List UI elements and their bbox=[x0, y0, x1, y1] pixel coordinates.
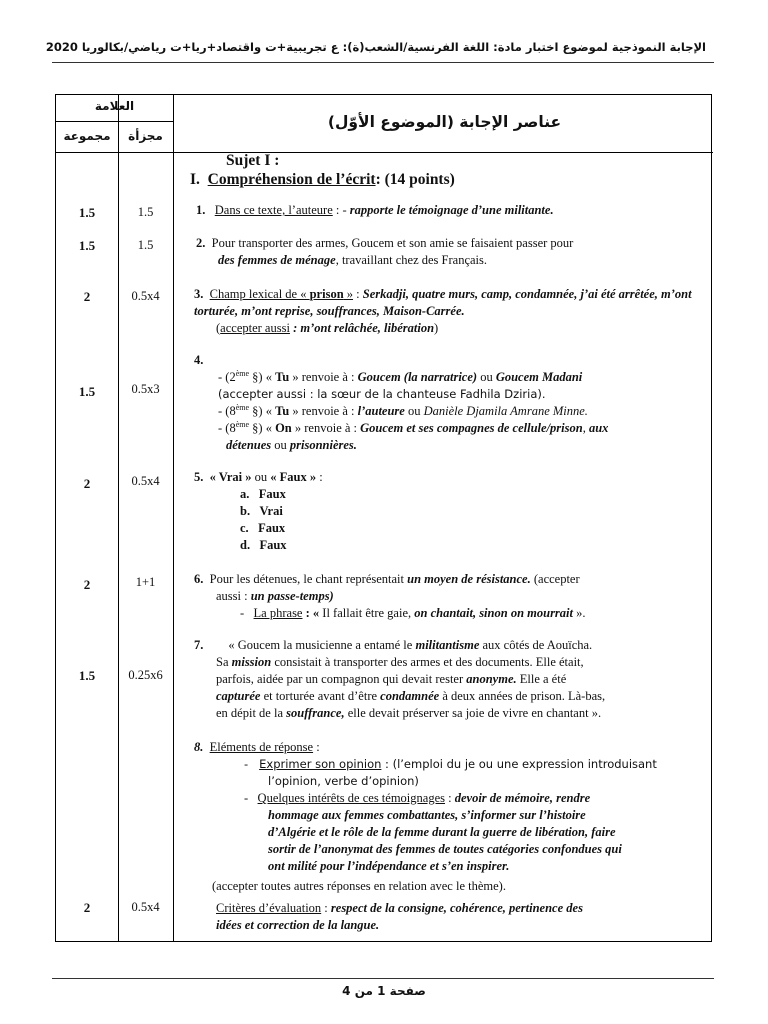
section-title bbox=[190, 171, 455, 189]
section-name: Compréhension de l’écrit bbox=[207, 171, 376, 188]
question-8: 8. Eléments de réponse : - Exprimer son opinion : (l’emploi du je ou une expression introduisant l’opinion, verbe d’opinion) - Quelques intérêts de ces témoignages : devoir de mémoire, rendre hommage aux femmes combattantes, s’informer sur l’histoire d’Algérie et le rôle de la femme durant la guerre de libération, faire sortir de l’anonymat des femmes de toutes catégories confondues qui ont milité pour l’indépendance et s’en inspirer. (accepter toutes autres réponses en relation avec le thème). Critères d’évaluation : respect de la consigne, cohérence, pertinence des idées et correction de la langue. bbox=[194, 740, 657, 932]
header-row-divider bbox=[56, 152, 713, 153]
question-2: 2. Pour transporter des armes, Goucem et son amie se faisaient passer pour des femmes de ménage, travaillant chez des Français. bbox=[196, 236, 574, 267]
mark-partial: 1.5 bbox=[137, 205, 154, 219]
header-row-divider bbox=[56, 121, 173, 122]
mark-total: 1.5 bbox=[78, 668, 96, 683]
mark-header: العلامة bbox=[94, 99, 135, 113]
mark-total: 1.5 bbox=[78, 238, 96, 253]
question-6: 6. Pour les détenues, le chant représentait un moyen de résistance. (accepter aussi : un passe-temps) - La phrase : « Il fallait être gaie, on chantait, sinon on mourrait ». bbox=[194, 572, 586, 620]
mark-total: 2 bbox=[83, 900, 91, 915]
mark-partial: 1+1 bbox=[135, 575, 156, 589]
footer-divider bbox=[52, 978, 714, 979]
question-1: 1. Dans ce texte, l’auteure : - rapporte le témoignage d’une militante. bbox=[196, 203, 554, 217]
answer-value: Faux bbox=[259, 538, 287, 552]
section-points: : (14 points) bbox=[375, 171, 455, 188]
header-divider bbox=[52, 62, 714, 63]
page-header: الإجابة النموذجية لموضوع اختبار مادة: اللغة الفرنسية/الشعب(ة): ع تجريبية+ت واقتصاد+ريا+ت رياضي/بكالوريا 2020 bbox=[45, 40, 706, 54]
mark-total: 2 bbox=[83, 476, 91, 491]
column-divider bbox=[118, 95, 119, 941]
answer-value: Faux bbox=[258, 521, 286, 535]
section-roman: I. bbox=[190, 171, 200, 188]
mark-partial: 0.5x4 bbox=[131, 900, 160, 914]
mark-partial: 1.5 bbox=[137, 238, 154, 252]
subject-title: Sujet I : bbox=[226, 152, 280, 169]
question-3: 3. Champ lexical de « prison » : Serkadji, quatre murs, camp, condamnée, j’ai été arrêtée, m’ont torturée, m’ont reprise, souffrances, Maison-Carrée. (accepter aussi : m’ont relâchée, libération) bbox=[194, 287, 692, 335]
mark-partial: 0.5x4 bbox=[131, 289, 160, 303]
question-number: 1. bbox=[196, 203, 206, 217]
partial-header: مجزأة bbox=[128, 129, 163, 143]
column-divider bbox=[173, 95, 174, 941]
mark-total: 2 bbox=[83, 577, 91, 592]
answer-table bbox=[55, 94, 712, 942]
page-number: صفحة 1 من 4 bbox=[342, 984, 426, 998]
mark-partial: 0.5x4 bbox=[131, 474, 160, 488]
mark-total: 2 bbox=[83, 289, 91, 304]
total-header: مجموعة bbox=[63, 129, 111, 143]
answer-value: Vrai bbox=[259, 504, 283, 518]
question-5: 5. « Vrai » ou « Faux » : a. Faux b. Vrai c. Faux d. Faux bbox=[194, 470, 323, 552]
question-7: 7. « Goucem la musicienne a entamé le militantisme aux côtés de Aouïcha. Sa mission consistait à transporter des armes et des documents. Elle était, parfois, aidée par un compagnon qui devait rester anonyme. Elle a été capturée et torturée avant d’être condamnée à deux années de prison. Là-bas, en dépit de la souffrance, elle devait préserver sa joie de vivre en chantant ». bbox=[194, 638, 606, 720]
elements-header: عناصر الإجابة (الموضوع الأوّل) bbox=[327, 113, 562, 131]
mark-total: 1.5 bbox=[78, 205, 96, 220]
mark-partial: 0.5x3 bbox=[131, 382, 160, 396]
answer-value: Faux bbox=[258, 487, 286, 501]
mark-total: 1.5 bbox=[78, 384, 96, 399]
mark-partial: 0.25x6 bbox=[128, 668, 163, 682]
question-4: 4. - (2ème §) « Tu » renvoie à : Goucem (la narratrice) ou Goucem Madani (accepter aussi : la sœur de la chanteuse Fadhila Dziria). - (8ème §) « Tu » renvoie à : l’auteure ou Danièle Djamila Amrane Minne. - (8ème §) « On » renvoie à : Goucem et ses compagnes de cellule/prison, aux détenues ou prisonnières. bbox=[194, 353, 609, 452]
